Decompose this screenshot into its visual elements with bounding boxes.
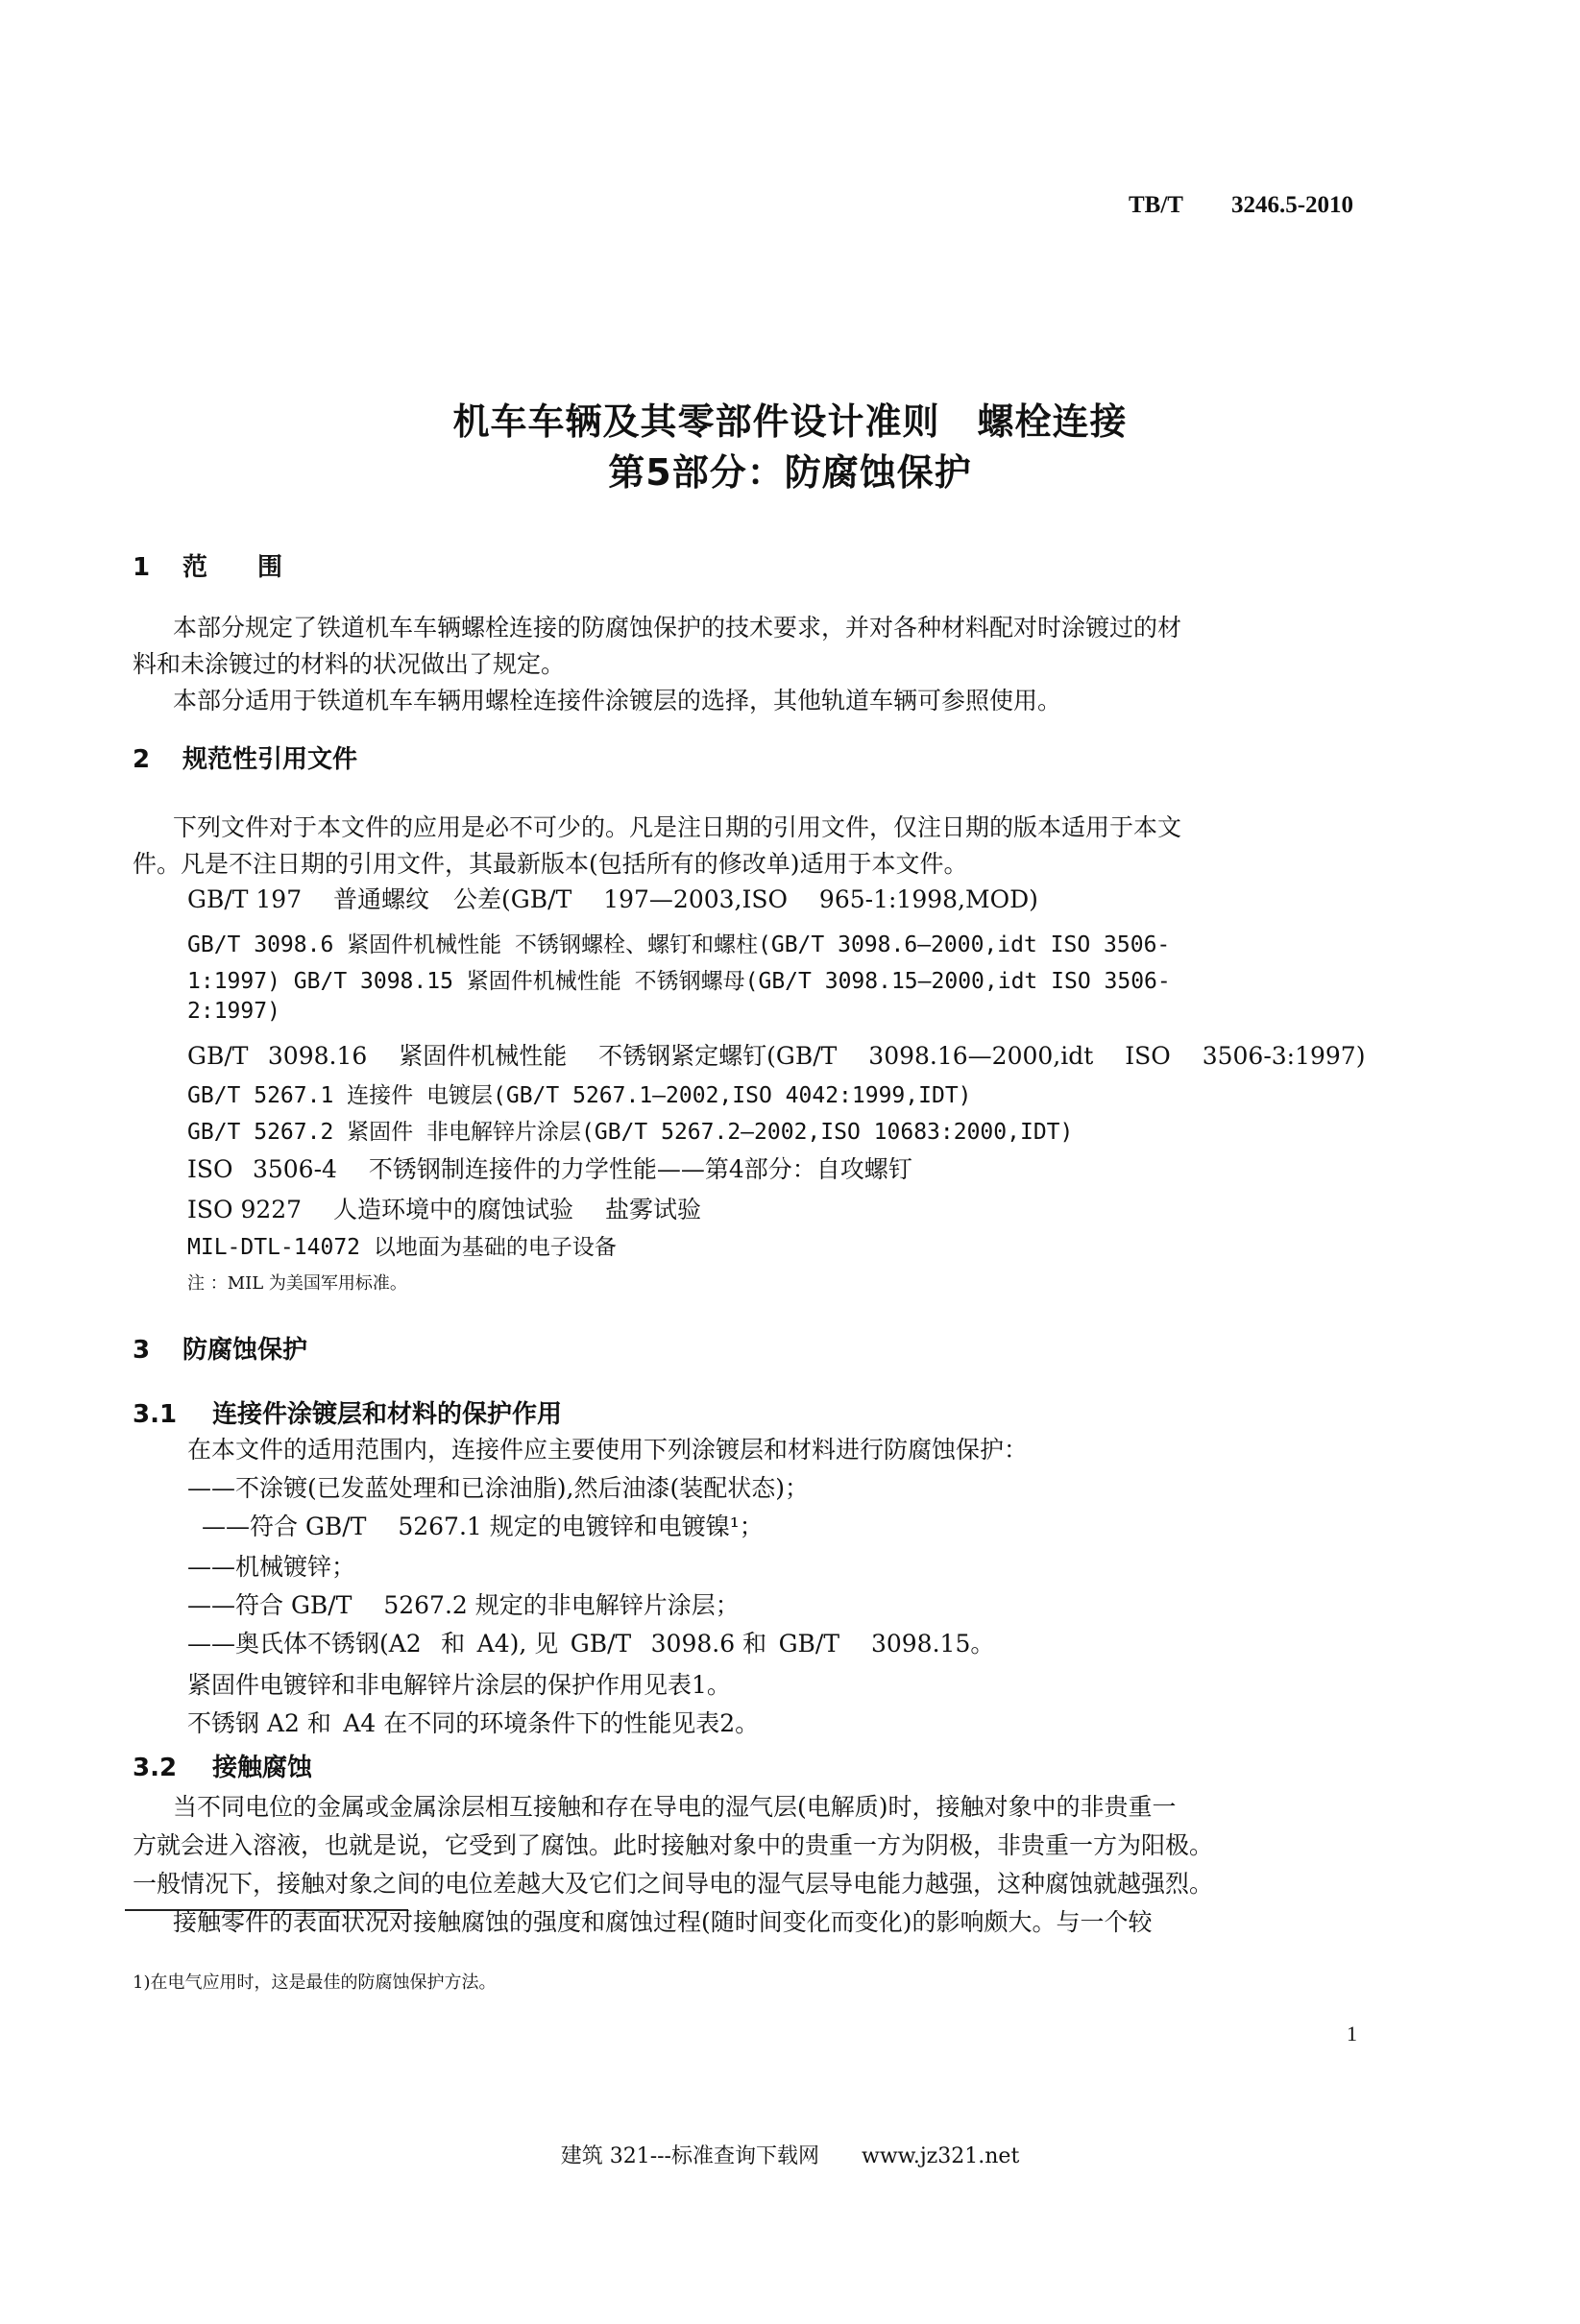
doc-title-line1: 机车车辆及其零部件设计准则 螺栓连接 (452, 400, 1128, 443)
scope-paragraph-line: 本部分规定了铁道机车车辆螺栓连接的防腐蚀保护的技术要求，并对各种材料配对时涂镀过的材 (173, 614, 1182, 642)
reference-item: GB/T 197 普通螺纹 公差(GB/T 197—2003,ISO 965-1:1998,MOD) (187, 885, 1038, 913)
s31-list-item: ——奥氏体不锈钢(A2 和 A4), 见 GB/T 3098.6 和 GB/T 3098.15。 (187, 1630, 995, 1658)
reference-item: MIL-DTL-14072 以地面为基础的电子设备 (187, 1235, 617, 1260)
reference-item: 1:1997) GB/T 3098.15 紧固件机械性能 不锈钢螺母(GB/T 3098.15—2000,idt ISO 3506- (187, 969, 1171, 994)
s32-paragraph-line: 当不同电位的金属或金属涂层相互接触和存在导电的湿气层(电解质)时，接触对象中的非贵重一 (173, 1793, 1177, 1821)
s32-paragraph-line: 一般情况下，接触对象之间的电位差越大及它们之间导电的湿气层导电能力越强，这种腐蚀就越强烈。 (133, 1870, 1214, 1898)
reference-item: ISO 9227 人造环境中的腐蚀试验 盐雾试验 (187, 1196, 701, 1223)
reference-item: GB/T 3098.6 紧固件机械性能 不锈钢螺栓、螺钉和螺柱(GB/T 3098.6—2000,idt ISO 3506- (187, 932, 1171, 957)
reference-item: GB/T 3098.16 紧固件机械性能 不锈钢紧定螺钉(GB/T 3098.16—2000,idt ISO 3506-3:1997) (187, 1042, 1366, 1070)
s31-list-item: ——不涂镀(已发蓝处理和已涂油脂),然后油漆(装配状态)； (187, 1474, 809, 1502)
section-number: 3.1 (133, 1400, 178, 1429)
s31-list-item: ——机械镀锌； (187, 1553, 356, 1581)
section-number: 3 (133, 1336, 151, 1365)
refs-intro-line: 下列文件对于本文件的应用是必不可少的。凡是注日期的引用文件，仅注日期的版本适用于本文 (173, 813, 1182, 841)
section-title: 连接件涂镀层和材料的保护作用 (212, 1400, 563, 1429)
section-number: 2 (133, 745, 151, 774)
section-title: 范 围 (182, 553, 283, 582)
s31-list-item: ——符合 GB/T 5267.2 规定的非电解锌片涂层； (187, 1591, 740, 1619)
s31-intro: 在本文件的适用范围内，连接件应主要使用下列涂镀层和材料进行防腐蚀保护： (187, 1436, 1029, 1464)
section-3-heading (133, 1330, 307, 1366)
s31-table-ref: 不锈钢 A2 和 A4 在不同的环境条件下的性能见表2。 (187, 1709, 760, 1737)
section-number: 3.2 (133, 1754, 178, 1782)
reference-item: ISO 3506-4 不锈钢制连接件的力学性能——第4部分：自攻螺钉 (187, 1155, 912, 1183)
section-2-heading (133, 739, 357, 775)
standard-number: TB/T 3246.5-2010 (1129, 192, 1354, 218)
s31-list-item: ——符合 GB/T 5267.1 规定的电镀锌和电镀镍¹； (202, 1513, 764, 1540)
s32-paragraph-line: 接触零件的表面状况对接触腐蚀的强度和腐蚀过程(随时间变化而变化)的影响颇大。与一个较 (173, 1908, 1153, 1936)
footnote: 1)在电气应用时，这是最佳的防腐蚀保护方法。 (133, 1973, 497, 1993)
s31-table-ref: 紧固件电镀锌和非电解锌片涂层的保护作用见表1。 (187, 1671, 731, 1699)
site-footer: 建筑 321---标准查询下载网 www.jz321.net (560, 2144, 1020, 2168)
section-title: 防腐蚀保护 (182, 1336, 308, 1365)
s32-paragraph-line: 方就会进入溶液，也就是说，它受到了腐蚀。此时接触对象中的贵重一方为阴极，非贵重一方为阳极。 (133, 1831, 1214, 1859)
doc-title-line2: 第5部分：防腐蚀保护 (608, 451, 972, 494)
section-title: 规范性引用文件 (182, 745, 358, 774)
refs-intro-line: 件。凡是不注日期的引用文件，其最新版本(包括所有的修改单)适用于本文件。 (133, 850, 968, 878)
reference-item: GB/T 5267.2 紧固件 非电解锌片涂层(GB/T 5267.2—2002,ISO 10683:2000,IDT) (187, 1120, 1074, 1145)
section-3-2-heading (133, 1748, 312, 1783)
section-1-heading (133, 547, 282, 583)
reference-item: 2:1997) (187, 999, 280, 1024)
reference-note: 注 ：MIL 为美国军用标准。 (187, 1273, 407, 1294)
reference-item: GB/T 5267.1 连接件 电镀层(GB/T 5267.1—2002,ISO 4042:1999,IDT) (187, 1083, 972, 1108)
scope-paragraph-line: 料和未涂镀过的材料的状况做出了规定。 (133, 650, 566, 678)
section-title: 接触腐蚀 (212, 1754, 313, 1782)
page-number: 1 (1347, 2021, 1357, 2046)
section-number: 1 (133, 553, 151, 582)
section-3-1-heading (133, 1394, 562, 1430)
scope-paragraph-line: 本部分适用于铁道机车车辆用螺栓连接件涂镀层的选择，其他轨道车辆可参照使用。 (173, 687, 1062, 714)
